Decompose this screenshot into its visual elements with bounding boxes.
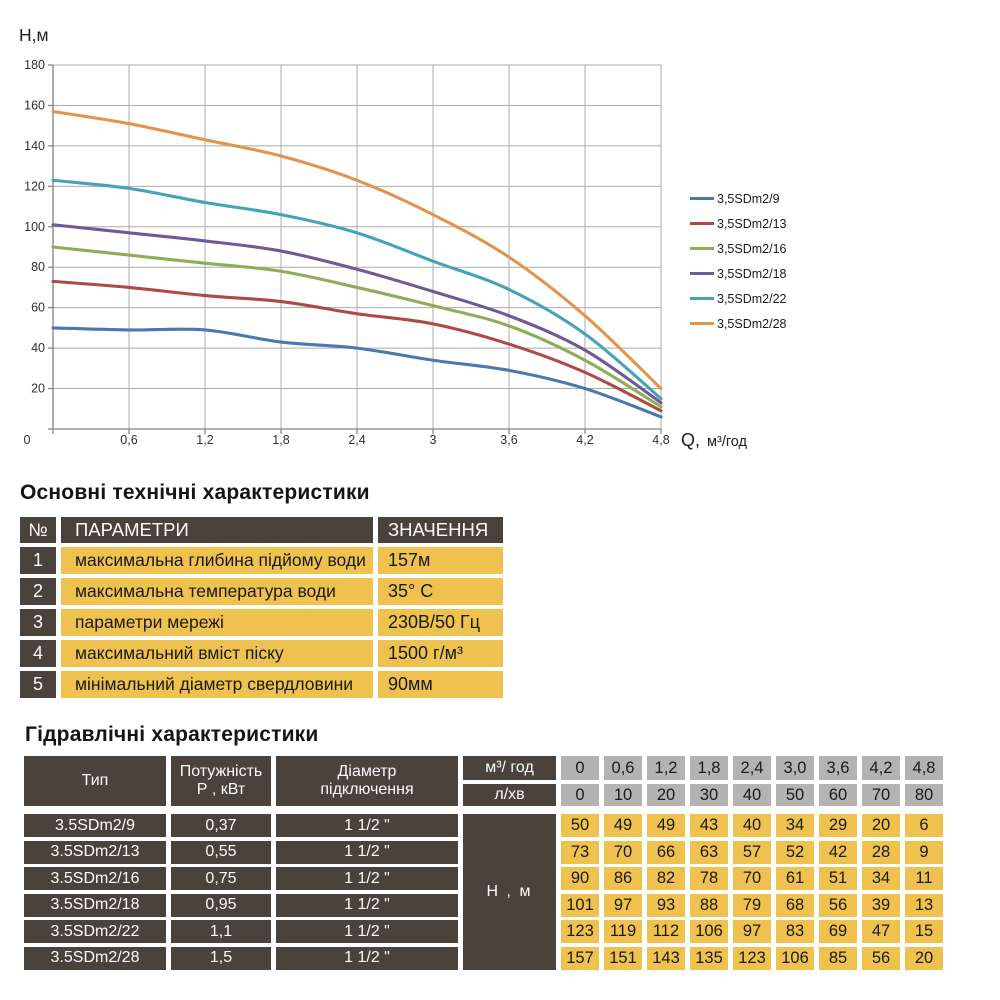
type-cell: 3.5SDm2/13 xyxy=(24,841,166,864)
head-value-cell: 97 xyxy=(733,920,771,943)
head-value-cell: 101 xyxy=(561,894,599,917)
head-value-cell: 29 xyxy=(819,814,857,837)
flow-m3-value-cell: 1,2 xyxy=(647,756,685,780)
tech-row xyxy=(20,578,503,605)
head-value-cell: 90 xyxy=(561,867,599,890)
value-cell: 157м xyxy=(378,547,503,574)
type-header-cell: Тип xyxy=(24,756,166,806)
head-value-cell: 57 xyxy=(733,841,771,864)
legend-marker xyxy=(690,247,714,250)
tech-row xyxy=(20,609,503,636)
head-value-cell: 52 xyxy=(776,841,814,864)
legend-item xyxy=(690,286,786,311)
flow-m3-value-cell: 4,8 xyxy=(905,756,943,780)
type-cell: 3.5SDm2/9 xyxy=(24,814,166,837)
head-value-cell: 79 xyxy=(733,894,771,917)
head-value-cell: 69 xyxy=(819,920,857,943)
flow-m3-header-cell: м³/ год xyxy=(463,756,556,780)
legend-label: 3,5SDm2/16 xyxy=(717,241,787,256)
value-cell: 90мм xyxy=(378,671,503,698)
row-num-cell: 2 xyxy=(20,578,56,605)
type-cell: 3.5SDm2/22 xyxy=(24,920,166,943)
head-label-cell: Н , м xyxy=(463,814,556,970)
head-value-cell: 51 xyxy=(819,867,857,890)
tech-col-param-header: ПАРАМЕТРИ xyxy=(61,517,373,543)
head-value-cell: 82 xyxy=(647,867,685,890)
legend-item xyxy=(690,261,786,286)
head-value-cell: 70 xyxy=(733,867,771,890)
head-value-cell: 40 xyxy=(733,814,771,837)
head-value-cell: 47 xyxy=(862,920,900,943)
flow-m3-value-cell: 3,6 xyxy=(819,756,857,780)
power-cell: 1,1 xyxy=(171,920,271,943)
row-num-cell: 1 xyxy=(20,547,56,574)
tech-row xyxy=(20,547,503,574)
power-cell: 0,75 xyxy=(171,867,271,890)
y-tick-label: 20 xyxy=(31,381,45,396)
head-value-cell: 20 xyxy=(862,814,900,837)
x-tick-label: 3,6 xyxy=(500,433,518,447)
head-value-cell: 42 xyxy=(819,841,857,864)
flow-lmin-value-cell: 40 xyxy=(733,784,771,806)
flow-lmin-value-cell: 70 xyxy=(862,784,900,806)
param-cell: максимальна глибина підйому води xyxy=(61,547,373,574)
diameter-cell: 1 1/2 " xyxy=(276,841,458,864)
head-value-cell: 39 xyxy=(862,894,900,917)
power-cell: 0,95 xyxy=(171,894,271,917)
tech-header-row xyxy=(20,517,503,543)
legend-item xyxy=(690,186,786,211)
power-header-line2: Р , кВт xyxy=(196,781,246,798)
power-header-cell xyxy=(171,756,271,806)
head-value-cell: 119 xyxy=(604,920,642,943)
legend-label: 3,5SDm2/28 xyxy=(717,316,787,331)
head-value-cell: 93 xyxy=(647,894,685,917)
tech-col-value-header: ЗНАЧЕННЯ xyxy=(378,517,503,543)
power-header-line1: Потужність xyxy=(179,763,263,781)
head-value-cell: 50 xyxy=(561,814,599,837)
legend-item xyxy=(690,311,786,336)
tech-table xyxy=(20,517,503,702)
legend-item xyxy=(690,236,786,261)
pump-curves-chart xyxy=(0,0,1000,470)
legend-label: 3,5SDm2/22 xyxy=(717,291,787,306)
head-value-cell: 83 xyxy=(776,920,814,943)
y-tick-label: 40 xyxy=(31,341,45,356)
diameter-header-line1: Діаметр xyxy=(337,763,397,781)
diameter-header-line2: підключення xyxy=(320,781,414,798)
head-value-cell: 6 xyxy=(905,814,943,837)
head-value-cell: 88 xyxy=(690,894,728,917)
flow-m3-value-cell: 4,2 xyxy=(862,756,900,780)
head-value-cell: 13 xyxy=(905,894,943,917)
x-tick-label: 3 xyxy=(429,433,437,447)
diameter-cell: 1 1/2 " xyxy=(276,947,458,970)
legend-marker xyxy=(690,322,714,325)
hydraulic-table-header xyxy=(24,756,943,806)
legend-item xyxy=(690,211,786,236)
row-num-cell: 4 xyxy=(20,640,56,667)
head-value-cell: 73 xyxy=(561,841,599,864)
head-value-cell: 56 xyxy=(819,894,857,917)
param-cell: параметри мережі xyxy=(61,609,373,636)
head-value-cell: 157 xyxy=(561,947,599,970)
head-value-cell: 106 xyxy=(690,920,728,943)
head-value-cell: 28 xyxy=(862,841,900,864)
value-cell: 35° С xyxy=(378,578,503,605)
param-cell: мінімальний діаметр свердловини xyxy=(61,671,373,698)
value-cell: 1500 г/м³ xyxy=(378,640,503,667)
x-tick-label: 4,8 xyxy=(652,433,670,447)
head-value-cell: 151 xyxy=(604,947,642,970)
head-value-cell: 61 xyxy=(776,867,814,890)
param-cell: максимальна температура води xyxy=(61,578,373,605)
y-tick-label: 120 xyxy=(24,179,45,194)
power-cell: 0,55 xyxy=(171,841,271,864)
row-num-cell: 5 xyxy=(20,671,56,698)
y-axis-title: H,м xyxy=(19,25,49,45)
flow-m3-value-cell: 2,4 xyxy=(733,756,771,780)
param-cell: максимальний вміст піску xyxy=(61,640,373,667)
flow-lmin-value-cell: 80 xyxy=(905,784,943,806)
head-value-cell: 43 xyxy=(690,814,728,837)
type-cell: 3.5SDm2/18 xyxy=(24,894,166,917)
type-cell: 3.5SDm2/16 xyxy=(24,867,166,890)
value-cell: 230В/50 Гц xyxy=(378,609,503,636)
flow-lmin-value-cell: 0 xyxy=(561,784,599,806)
head-value-cell: 85 xyxy=(819,947,857,970)
legend-label: 3,5SDm2/9 xyxy=(717,191,780,206)
legend-marker xyxy=(690,222,714,225)
head-value-cell: 56 xyxy=(862,947,900,970)
head-value-cell: 106 xyxy=(776,947,814,970)
x-tick-label: 0,6 xyxy=(120,433,138,447)
legend-label: 3,5SDm2/18 xyxy=(717,266,787,281)
power-cell: 0,37 xyxy=(171,814,271,837)
head-value-cell: 63 xyxy=(690,841,728,864)
head-value-cell: 49 xyxy=(604,814,642,837)
x-tick-label: 1,2 xyxy=(196,433,214,447)
head-value-cell: 143 xyxy=(647,947,685,970)
y-tick-label: 100 xyxy=(24,219,45,234)
head-value-cell: 86 xyxy=(604,867,642,890)
chart-legend xyxy=(690,186,786,336)
y-tick-label: 60 xyxy=(31,300,45,315)
flow-lmin-value-cell: 30 xyxy=(690,784,728,806)
x-axis-title: Q, м³/год xyxy=(681,430,748,450)
diameter-cell: 1 1/2 " xyxy=(276,814,458,837)
diameter-cell: 1 1/2 " xyxy=(276,920,458,943)
legend-marker xyxy=(690,197,714,200)
y-tick-label: 160 xyxy=(24,98,45,113)
flow-lmin-value-cell: 50 xyxy=(776,784,814,806)
hydraulic-section-title: Гідравлічні характеристики xyxy=(25,723,319,746)
head-value-cell: 78 xyxy=(690,867,728,890)
type-cell: 3.5SDm2/28 xyxy=(24,947,166,970)
tech-rows xyxy=(20,547,503,698)
legend-marker xyxy=(690,297,714,300)
y-tick-label: 140 xyxy=(24,138,45,153)
tech-col-num-header: № xyxy=(20,517,56,543)
tech-section-title: Основні технічні характеристики xyxy=(20,481,370,504)
tech-row xyxy=(20,640,503,667)
flow-lmin-header-cell: л/хв xyxy=(463,784,556,806)
legend-marker xyxy=(690,272,714,275)
flow-lmin-value-cell: 20 xyxy=(647,784,685,806)
head-value-cell: 9 xyxy=(905,841,943,864)
flow-m3-value-cell: 1,8 xyxy=(690,756,728,780)
head-value-cell: 15 xyxy=(905,920,943,943)
head-value-cell: 70 xyxy=(604,841,642,864)
row-num-cell: 3 xyxy=(20,609,56,636)
head-value-cell: 68 xyxy=(776,894,814,917)
head-value-cell: 66 xyxy=(647,841,685,864)
power-cell: 1,5 xyxy=(171,947,271,970)
head-value-cell: 112 xyxy=(647,920,685,943)
head-value-cell: 123 xyxy=(733,947,771,970)
head-value-cell: 20 xyxy=(905,947,943,970)
head-value-cell: 123 xyxy=(561,920,599,943)
y-tick-label: 80 xyxy=(31,260,45,275)
x-tick-label: 0 xyxy=(23,433,31,447)
head-value-cell: 135 xyxy=(690,947,728,970)
flow-m3-value-cell: 0 xyxy=(561,756,599,780)
diameter-cell: 1 1/2 " xyxy=(276,867,458,890)
y-tick-label: 180 xyxy=(24,58,45,72)
hydraulic-table-body xyxy=(24,814,943,970)
flow-m3-value-cell: 3,0 xyxy=(776,756,814,780)
flow-m3-value-cell: 0,6 xyxy=(604,756,642,780)
head-value-cell: 49 xyxy=(647,814,685,837)
head-value-cell: 11 xyxy=(905,867,943,890)
diameter-cell: 1 1/2 " xyxy=(276,894,458,917)
head-value-cell: 34 xyxy=(776,814,814,837)
diameter-header-cell xyxy=(276,756,458,806)
head-value-cell: 97 xyxy=(604,894,642,917)
flow-lmin-value-cell: 60 xyxy=(819,784,857,806)
head-value-cell: 34 xyxy=(862,867,900,890)
tech-row xyxy=(20,671,503,698)
x-tick-label: 2,4 xyxy=(348,433,366,447)
flow-lmin-value-cell: 10 xyxy=(604,784,642,806)
legend-label: 3,5SDm2/13 xyxy=(717,216,787,231)
x-tick-label: 4,2 xyxy=(576,433,594,447)
x-tick-label: 1,8 xyxy=(272,433,290,447)
